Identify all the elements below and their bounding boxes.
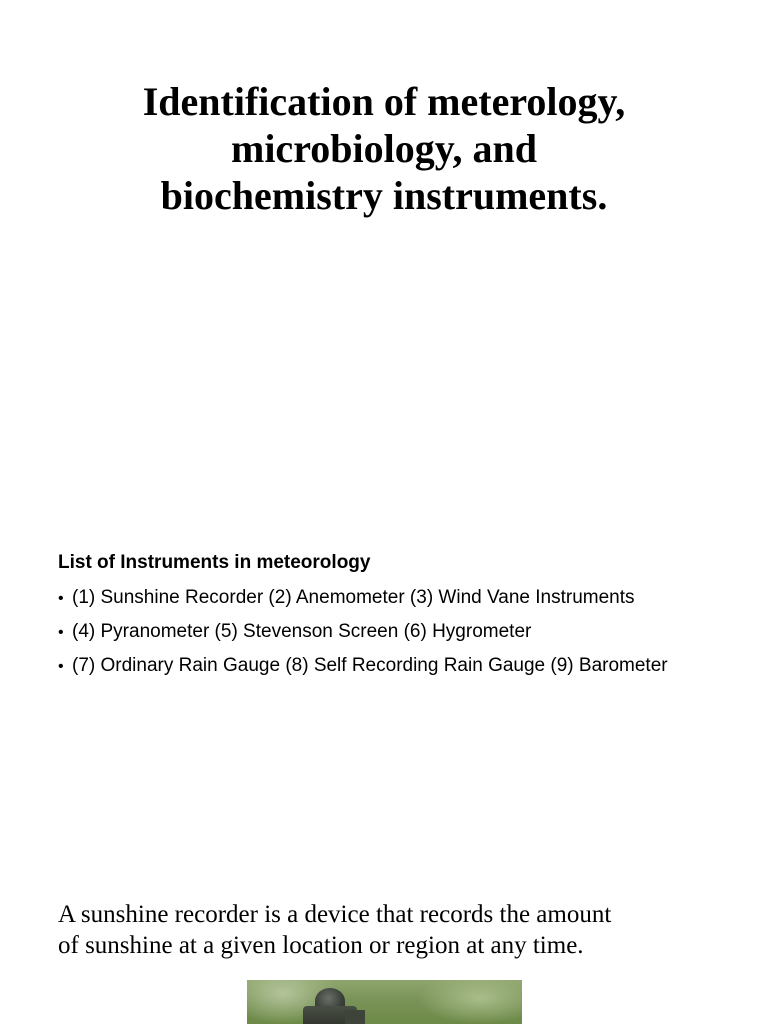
- list-item: [58, 649, 738, 683]
- instrument-list-section: [58, 550, 738, 683]
- slide-title: [40, 78, 728, 219]
- list-item: [58, 581, 738, 615]
- bullet-icon: •: [58, 624, 64, 641]
- list-item-text: (4) Pyranometer (5) Stevenson Screen (6) Hygrometer: [72, 621, 532, 642]
- bullet-icon: •: [58, 658, 64, 675]
- list-item-text: (7) Ordinary Rain Gauge (8) Self Recording Rain Gauge (9) Barometer: [72, 655, 668, 676]
- sunshine-recorder-photo: [247, 980, 522, 1024]
- description-line: of sunshine at a given location or region at any time.: [58, 932, 584, 959]
- instrument-list-heading: List of Instruments in meteorology: [58, 552, 371, 573]
- description-line: A sunshine recorder is a device that records the amount: [58, 901, 612, 928]
- list-item-text: (1) Sunshine Recorder (2) Anemometer (3) Wind Vane Instruments: [72, 587, 635, 608]
- recorder-device-arm: [345, 1010, 365, 1024]
- list-item: [58, 615, 738, 649]
- bullet-icon: •: [58, 590, 64, 607]
- slide-title-line: Identification of meterology,: [142, 79, 626, 124]
- photo-background-blur: [417, 980, 522, 1024]
- slide-title-line: microbiology, and: [231, 126, 537, 171]
- sunshine-recorder-description: [58, 899, 738, 961]
- slide-title-line: biochemistry instruments.: [160, 173, 608, 218]
- instrument-bullet-list: [58, 581, 738, 683]
